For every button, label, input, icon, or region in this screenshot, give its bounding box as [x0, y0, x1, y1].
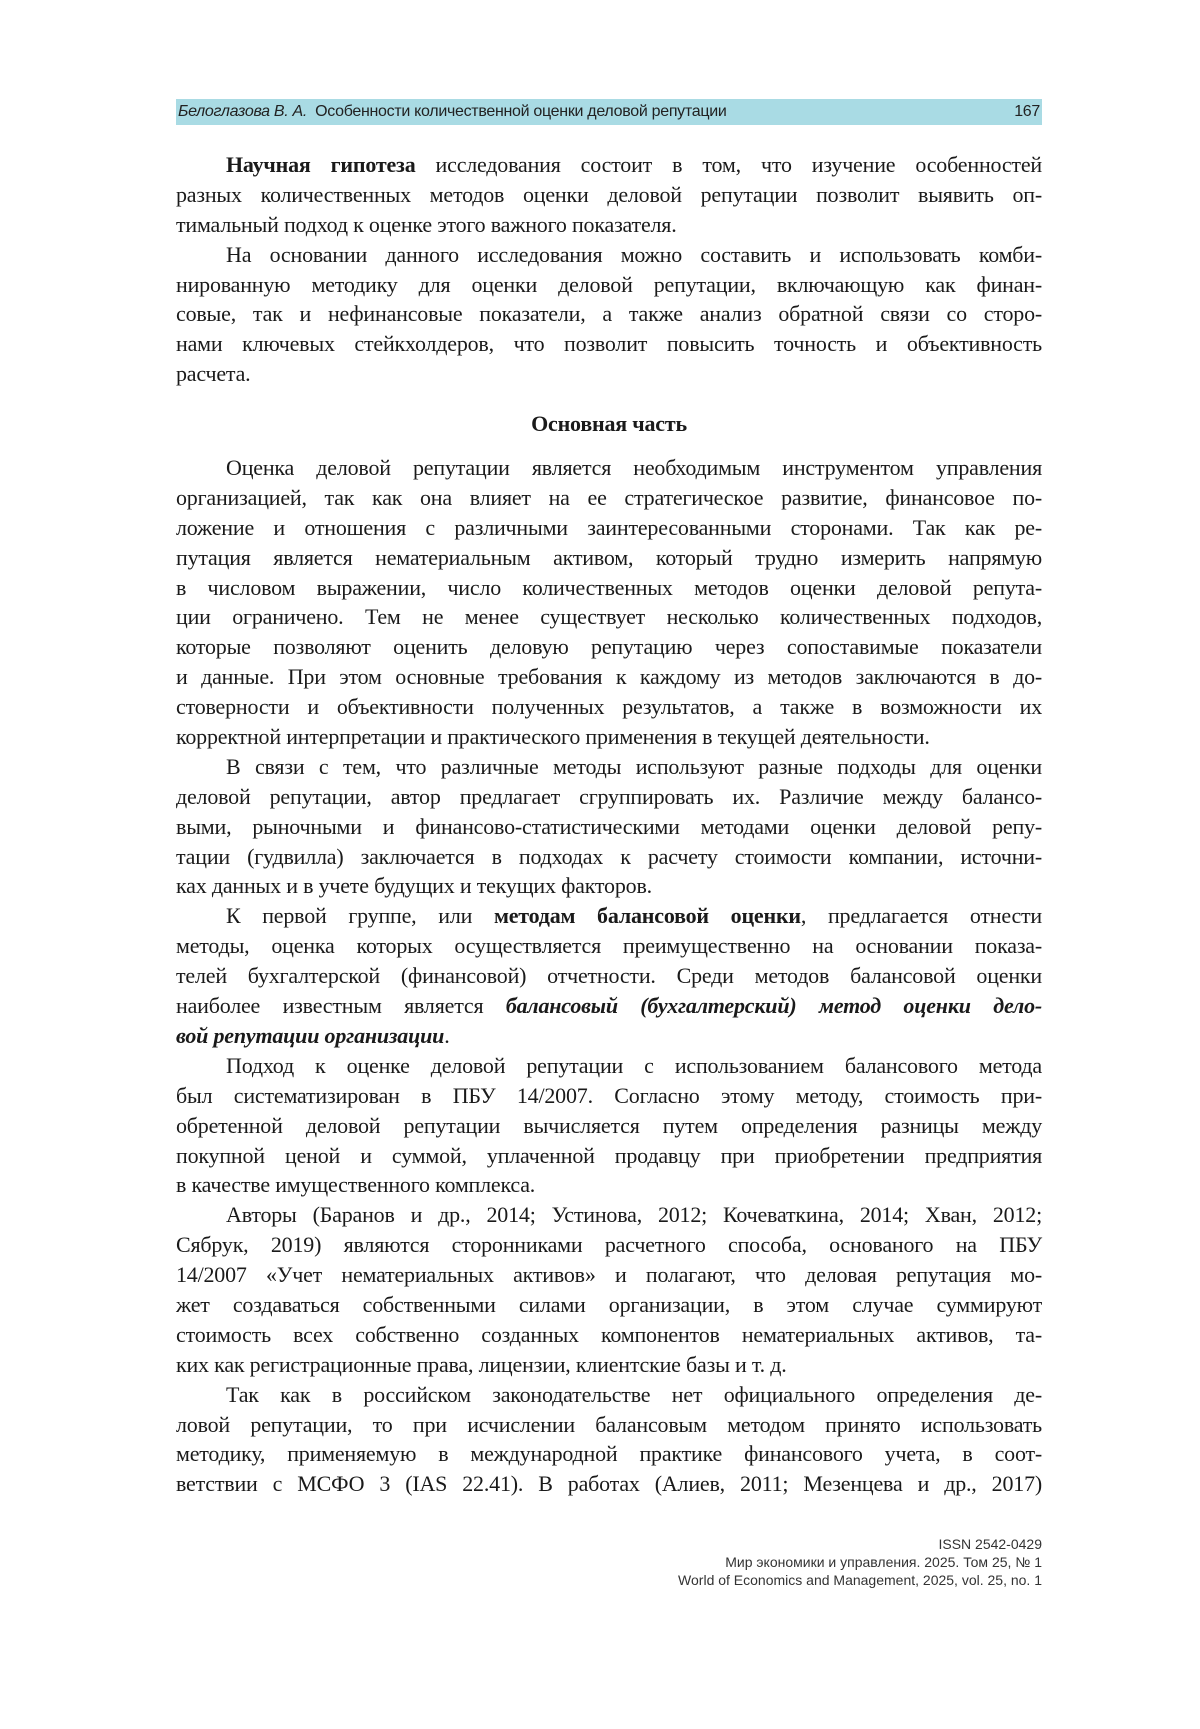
text-line [176, 931, 1042, 961]
text-segment: Подход к оценке деловой репутации с использованием балансового метода [226, 1052, 1042, 1078]
text-line [176, 991, 1042, 1021]
paragraph [176, 1380, 1042, 1500]
text-line [176, 1290, 1042, 1320]
paragraph [176, 150, 1042, 240]
text-line [176, 602, 1042, 632]
text-line [176, 573, 1042, 603]
text-segment: , предлагается отнести [800, 903, 1042, 929]
text-segment: нированную методику для оценки деловой репутации, включающую как финан- [176, 271, 1042, 297]
text-line [176, 1170, 1042, 1200]
running-header [176, 99, 1042, 125]
text-line [176, 359, 1042, 389]
text-segment: телей бухгалтерской (финансовой) отчетности. Среди методов балансовой оценки [176, 963, 1042, 989]
paragraph [176, 240, 1042, 389]
text-segment: разных количественных методов оценки деловой репутации позволит выявить оп- [176, 181, 1042, 207]
paragraph [176, 901, 1042, 1050]
header-title: Особенности количественной оценки деловой репутации [315, 103, 727, 120]
running-title [178, 103, 726, 121]
text-segment: 14/2007 «Учет нематериальных активов» и полагают, что деловая репутация мо- [176, 1262, 1042, 1288]
text-line [176, 1111, 1042, 1141]
footer-issn: ISSN 2542-0429 [938, 1536, 1042, 1552]
bold-text: Научная гипотеза [226, 152, 416, 177]
text-line [176, 842, 1042, 872]
text-line [176, 1051, 1042, 1081]
text-segment: в числовом выражении, число количественных методов оценки деловой репута- [176, 574, 1042, 600]
text-line [176, 1081, 1042, 1111]
text-segment: ции ограничено. Тем не менее существует несколько количественных подходов, [176, 604, 1042, 630]
text-line [176, 483, 1042, 513]
page-footer [678, 1535, 1042, 1589]
section-heading: Основная часть [531, 411, 687, 437]
paragraph [176, 1051, 1042, 1200]
bold-text: методам балансовой оценки [493, 903, 801, 929]
text-segment: был систематизирован в ПБУ 14/2007. Согласно этому методу, стоимость при- [176, 1082, 1042, 1108]
text-segment: и данные. При этом основные требования к каждому из методов заключаются в до- [176, 664, 1042, 690]
footer-journal-en: World of Economics and Management, 2025, vol. 25, no. 1 [678, 1572, 1042, 1588]
text-segment: покупной ценой и суммой, уплаченной продавцу при приобретении предприятия [176, 1142, 1042, 1168]
text-line [176, 1439, 1042, 1469]
paragraph [176, 453, 1042, 752]
text-segment: выми, рыночными и финансово-статистическими методами оценки деловой репу- [176, 813, 1042, 839]
text-segment: тимальный подход к оценке этого важного показателя. [176, 211, 677, 237]
text-segment: ловой репутации, то при исчислении балансовым методом принято использовать [176, 1411, 1042, 1437]
text-line [176, 1021, 1042, 1051]
text-line [176, 1230, 1042, 1260]
text-segment: совые, так и нефинансовые показатели, а также анализ обратной связи со сторо- [176, 301, 1042, 327]
text-line [176, 329, 1042, 359]
text-segment: методику, применяемую в международной практике финансового учета, в соот- [176, 1441, 1042, 1467]
text-line [176, 1200, 1042, 1230]
text-segment: организацией, так как она влияет на ее стратегическое развитие, финансовое по- [176, 484, 1042, 510]
text-segment: На основании данного исследования можно составить и использовать комби- [226, 241, 1042, 267]
text-segment: путация является нематериальным активом, который трудно измерить напрямую [176, 544, 1042, 570]
text-line [176, 961, 1042, 991]
header-author: Белоглазова В. А. [178, 103, 308, 120]
text-segment: ках данных и в учете будущих и текущих факторов. [176, 873, 652, 899]
main-paragraphs [176, 453, 1042, 1499]
text-line [176, 1260, 1042, 1290]
footer-journal-ru: Мир экономики и управления. 2025. Том 25, № 1 [725, 1554, 1042, 1570]
text-segment: ложение и отношения с различными заинтересованными сторонами. Так как ре- [176, 514, 1042, 540]
text-line [176, 240, 1042, 270]
text-line [176, 632, 1042, 662]
text-line [176, 1469, 1042, 1499]
text-line [176, 871, 1042, 901]
bold-italic-text: балансовый (бухгалтерский) метод оценки дело- [505, 993, 1043, 1019]
paragraph [176, 1200, 1042, 1379]
text-segment: обретенной деловой репутации вычисляется путем определения разницы между [176, 1112, 1042, 1138]
text-line [176, 752, 1042, 782]
text-line [176, 1141, 1042, 1171]
text-line [176, 692, 1042, 722]
text-line [176, 513, 1042, 543]
text-segment: ветствии с МСФО 3 (IAS 22.41). В работах (Алиев, 2011; Мезенцева и др., 2017) [176, 1471, 1042, 1497]
text-line [176, 543, 1042, 573]
text-segment: Авторы (Баранов и др., 2014; Устинова, 2012; Кочеваткина, 2014; Хван, 2012; [226, 1202, 1042, 1228]
text-segment: расчета. [176, 361, 251, 387]
text-line [176, 453, 1042, 483]
text-segment: Так как в российском законодательстве нет официального определения де- [226, 1381, 1042, 1407]
text-line [176, 180, 1042, 210]
text-line [176, 901, 1042, 931]
text-segment: в качестве имущественного комплекса. [176, 1172, 536, 1198]
text-line [176, 812, 1042, 842]
text-segment: Оценка деловой репутации является необходимым инструментом управления [226, 455, 1042, 481]
text-line [176, 210, 1042, 240]
text-line [176, 1380, 1042, 1410]
text-line [176, 722, 1042, 752]
text-line [176, 299, 1042, 329]
text-segment: К первой группе, или [226, 903, 494, 929]
text-segment: исследования состоит в том, что изучение особенностей [415, 152, 1042, 177]
text-segment: Сябрук, 2019) являются сторонниками расчетного способа, основаного на ПБУ [176, 1232, 1042, 1258]
text-line [176, 1410, 1042, 1440]
text-line [176, 1320, 1042, 1350]
text-line [176, 662, 1042, 692]
text-line [176, 270, 1042, 300]
text-segment: стоверности и объективности полученных результатов, а также в возможности их [176, 694, 1042, 720]
text-line [176, 782, 1042, 812]
text-segment: которые позволяют оценить деловую репутацию через сопоставимые показатели [176, 634, 1042, 660]
text-segment: В связи с тем, что различные методы используют разные подходы для оценки [226, 753, 1042, 779]
text-segment: деловой репутации, автор предлагает сгруппировать их. Различие между балансо- [176, 783, 1042, 809]
page-number: 167 [1014, 103, 1040, 120]
paragraph [176, 752, 1042, 901]
text-line [176, 150, 1042, 180]
text-segment: стоимость всех собственно созданных компонентов нематериальных активов, та- [176, 1321, 1042, 1347]
text-segment: методы, оценка которых осуществляется преимущественно на основании показа- [176, 933, 1042, 959]
text-segment: жет создаваться собственными силами организации, в этом случае суммируют [176, 1291, 1042, 1317]
text-segment: тации (гудвилла) заключается в подходах к расчету стоимости компании, источни- [176, 843, 1042, 869]
text-segment: ких как регистрационные права, лицензии, клиентские базы и т. д. [176, 1351, 787, 1377]
article-body [176, 150, 1042, 1499]
text-segment: корректной интерпретации и практического применения в текущей деятельности. [176, 724, 930, 750]
text-line [176, 1350, 1042, 1380]
text-segment: наиболее известным является [176, 993, 506, 1019]
intro-paragraphs [176, 150, 1042, 389]
bold-italic-text: вой репутации организации [176, 1022, 445, 1048]
text-segment: . [444, 1022, 450, 1048]
text-segment: нами ключевых стейкхолдеров, что позволит повысить точность и объективность [176, 331, 1042, 357]
